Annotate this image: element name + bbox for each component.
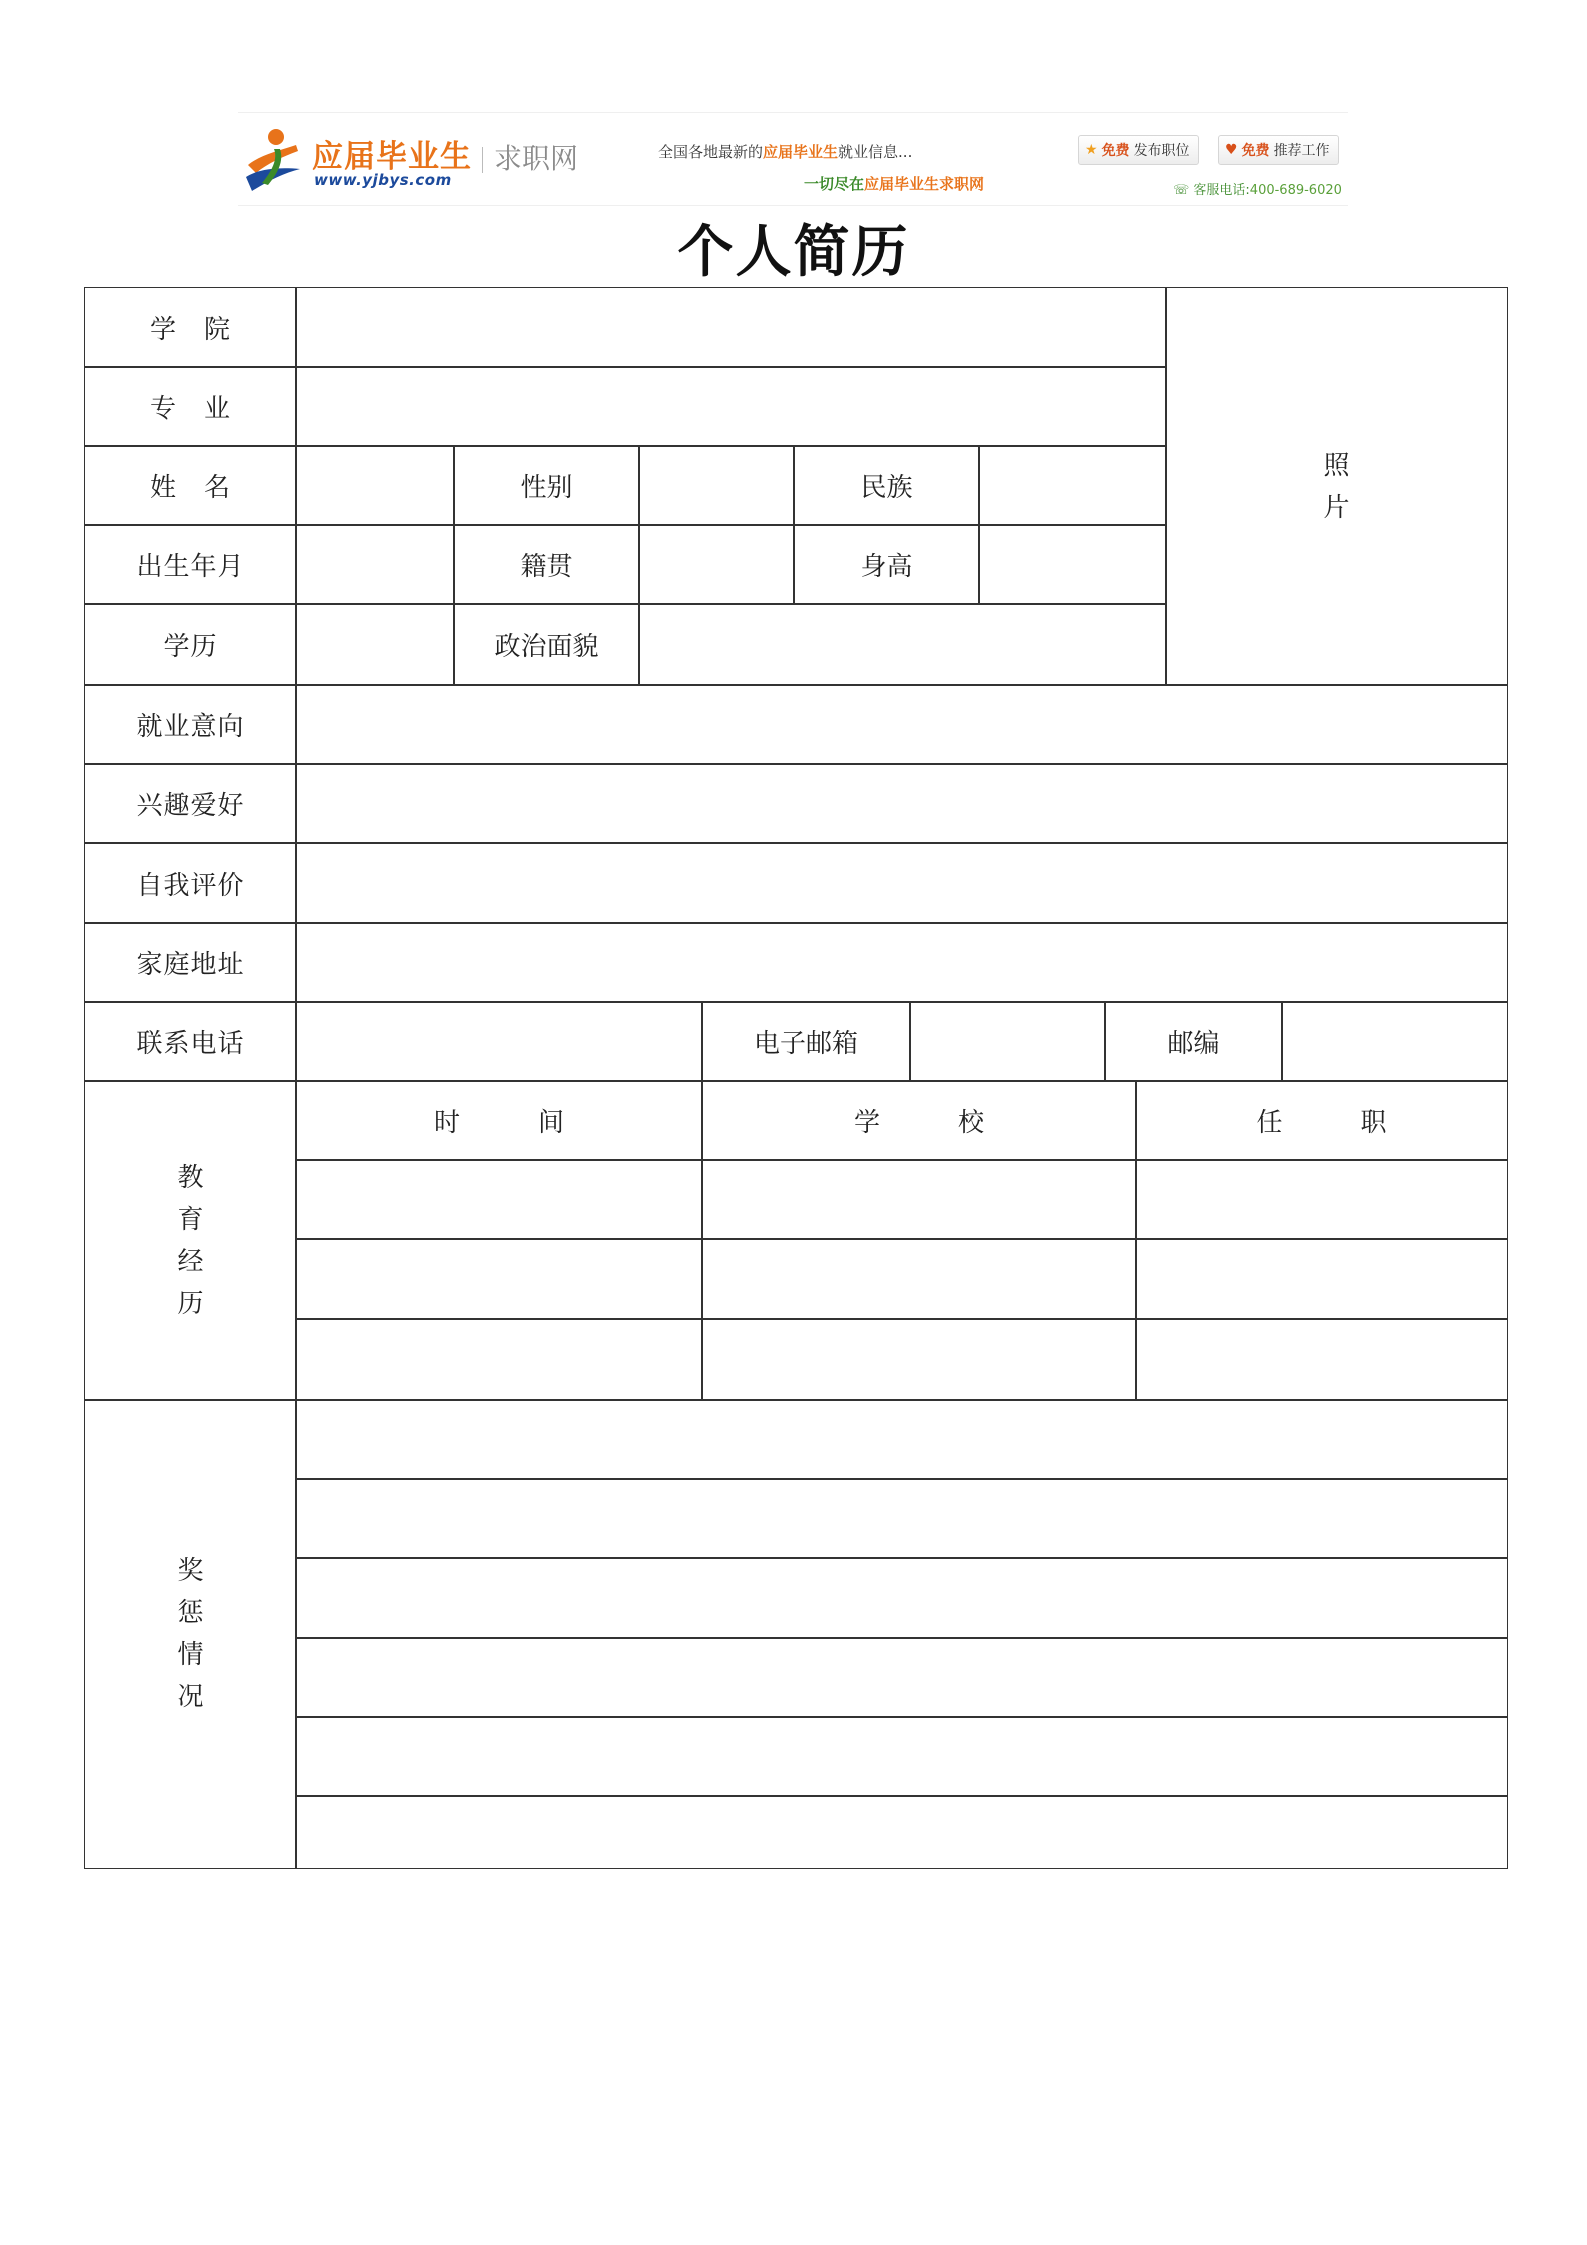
home-address-label: 家庭地址	[84, 922, 297, 1003]
recommend-job-label: 推荐工作	[1273, 143, 1330, 159]
slogan-2b: 应届毕业生求职网	[864, 175, 985, 193]
slogan-1c: 就业信息...	[838, 143, 913, 161]
home-address-field[interactable]	[295, 922, 1508, 1003]
post-job-label: 发布职位	[1133, 143, 1190, 159]
slogan-line-1	[658, 141, 912, 162]
phone-field[interactable]	[295, 1001, 703, 1082]
education-field[interactable]	[295, 603, 455, 686]
name-label: 姓 名	[84, 445, 297, 526]
phone-label: 联系电话	[84, 1001, 297, 1082]
hobbies-field[interactable]	[295, 763, 1508, 844]
awards-row-2[interactable]	[295, 1478, 1508, 1559]
edu-label-char-1: 教	[177, 1162, 204, 1193]
college-field[interactable]	[295, 287, 1167, 368]
education-label: 学历	[84, 603, 297, 686]
name-field[interactable]	[295, 445, 455, 526]
edu-row-2-time[interactable]	[295, 1238, 703, 1320]
gender-field[interactable]	[638, 445, 795, 526]
edu-label-char-4: 历	[177, 1288, 204, 1319]
awards-row-6[interactable]	[295, 1795, 1508, 1869]
edu-label-char-2: 育	[177, 1204, 204, 1235]
awards-row-3[interactable]	[295, 1557, 1508, 1639]
phone-icon: ☏	[1173, 183, 1190, 198]
edu-row-2-school[interactable]	[701, 1238, 1137, 1320]
site-banner	[238, 112, 1348, 206]
edu-header-time: 时 间	[295, 1080, 703, 1161]
edu-history-label	[84, 1080, 297, 1401]
awards-label	[84, 1399, 297, 1869]
graduate-figure-icon	[238, 125, 310, 197]
major-label: 专 业	[84, 366, 297, 447]
resume-form	[84, 287, 1508, 1869]
photo-label-2: 片	[1323, 492, 1350, 523]
edu-header-school: 学 校	[701, 1080, 1137, 1161]
hotline-number: 400-689-6020	[1249, 183, 1342, 198]
ethnicity-label: 民族	[793, 445, 980, 526]
major-field[interactable]	[295, 366, 1167, 447]
awards-row-1[interactable]	[295, 1399, 1508, 1480]
edu-row-1-time[interactable]	[295, 1159, 703, 1240]
edu-row-2-position[interactable]	[1135, 1238, 1508, 1320]
logo-url[interactable]: www.yjbys.com	[314, 171, 452, 189]
awards-row-5[interactable]	[295, 1716, 1508, 1797]
job-intention-field[interactable]	[295, 684, 1508, 765]
slogan-1b: 应届毕业生	[763, 143, 839, 161]
photo-label-1: 照	[1323, 450, 1350, 481]
edu-header-position: 任 职	[1135, 1080, 1508, 1161]
job-intention-label: 就业意向	[84, 684, 297, 765]
college-label: 学 院	[84, 287, 297, 368]
post-job-free: 免费	[1101, 143, 1130, 159]
postcode-field[interactable]	[1281, 1001, 1508, 1082]
height-label: 身高	[793, 524, 980, 605]
ethnicity-field[interactable]	[978, 445, 1167, 526]
birth-field[interactable]	[295, 524, 455, 605]
star-icon: ★	[1085, 142, 1098, 158]
logo-subtitle: 求职网	[494, 142, 579, 175]
birth-label: 出生年月	[84, 524, 297, 605]
edu-label-char-3: 经	[177, 1246, 204, 1277]
slogan-1a: 全国各地最新的	[658, 143, 764, 161]
page-title: 个人简历	[677, 219, 910, 285]
native-place-label: 籍贯	[453, 524, 640, 605]
slogan-2a: 一切尽在	[804, 175, 865, 193]
awards-label-char-3: 情	[177, 1640, 204, 1670]
recommend-job-button[interactable]	[1218, 135, 1339, 165]
logo-name: 应届毕业生	[312, 139, 472, 175]
heart-icon: ♥	[1225, 142, 1238, 158]
awards-label-char-4: 况	[177, 1682, 204, 1712]
post-job-button[interactable]	[1078, 135, 1199, 165]
awards-label-char-1: 奖	[177, 1556, 204, 1586]
email-field[interactable]	[909, 1001, 1106, 1082]
height-field[interactable]	[978, 524, 1167, 605]
postcode-label: 邮编	[1104, 1001, 1283, 1082]
political-label: 政治面貌	[453, 603, 640, 686]
self-evaluation-field[interactable]	[295, 842, 1508, 924]
awards-label-char-2: 惩	[177, 1598, 204, 1628]
photo-box[interactable]	[1165, 287, 1508, 686]
edu-row-3-time[interactable]	[295, 1318, 703, 1401]
gender-label: 性别	[453, 445, 640, 526]
recommend-job-free: 免费	[1241, 143, 1270, 159]
hotline-label: 客服电话:	[1193, 183, 1250, 198]
edu-row-1-position[interactable]	[1135, 1159, 1508, 1240]
edu-row-1-school[interactable]	[701, 1159, 1137, 1240]
email-label: 电子邮箱	[701, 1001, 911, 1082]
service-hotline	[1173, 179, 1342, 198]
edu-row-3-position[interactable]	[1135, 1318, 1508, 1401]
self-evaluation-label: 自我评价	[84, 842, 297, 924]
slogan-line-2	[804, 173, 984, 194]
logo-divider	[482, 147, 483, 173]
political-field[interactable]	[638, 603, 1167, 686]
edu-row-3-school[interactable]	[701, 1318, 1137, 1401]
hobbies-label: 兴趣爱好	[84, 763, 297, 844]
native-place-field[interactable]	[638, 524, 795, 605]
awards-row-4[interactable]	[295, 1637, 1508, 1718]
